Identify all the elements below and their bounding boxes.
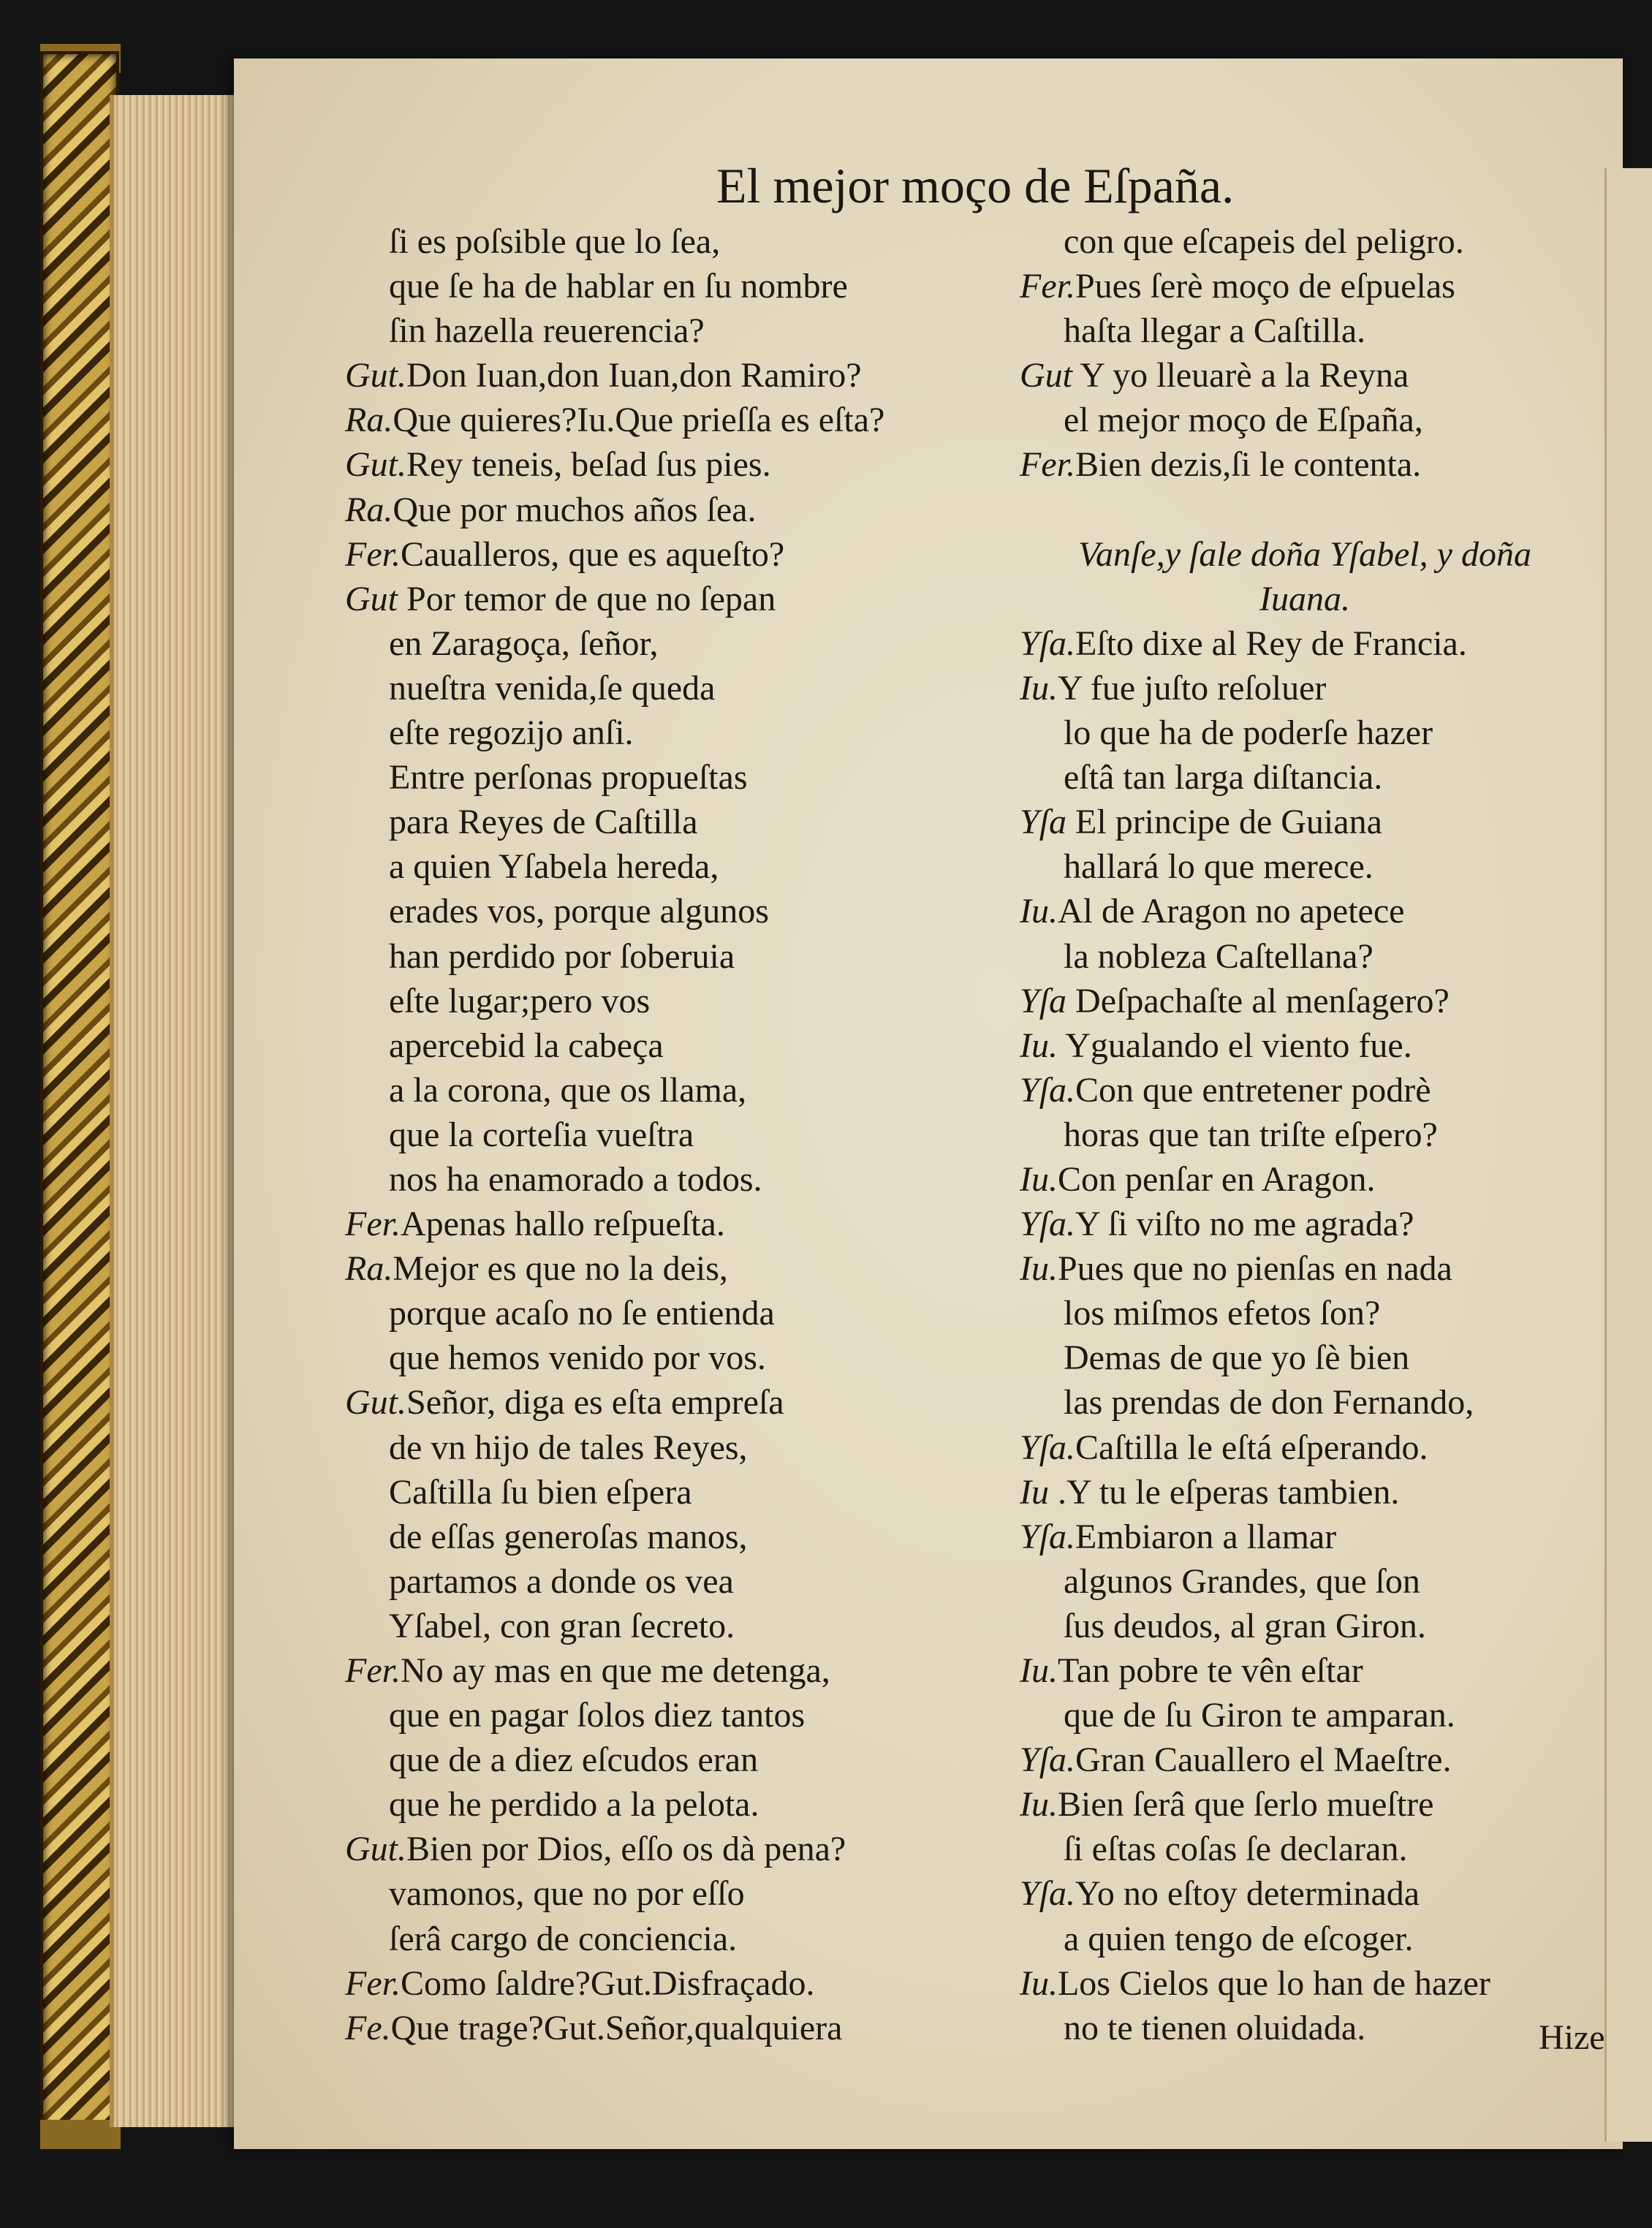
catchword: Hize <box>1539 2018 1605 2057</box>
verse-line <box>1020 1380 1590 1425</box>
verse-line <box>1020 1023 1590 1068</box>
speaker-label: Iu. <box>1020 1026 1058 1065</box>
verse-line <box>1020 666 1590 711</box>
verse-line <box>1020 1470 1590 1515</box>
verse-text: Gran Cauallero el Maeſtre. <box>1075 1740 1452 1780</box>
verse-line <box>1020 1604 1590 1648</box>
verse-line <box>1020 488 1590 532</box>
speaker-label: Yſa. <box>1020 1517 1076 1556</box>
speaker-label: Fer. <box>345 1963 401 2003</box>
verse-text: no te tienen oluidada. <box>1064 2008 1366 2047</box>
verse-line <box>1020 844 1590 889</box>
verse-text: Que trage?Gut.Señor,qualquiera <box>390 2008 843 2047</box>
verse-line <box>345 1380 988 1425</box>
speaker-label: Iu. <box>1020 892 1058 931</box>
right-column <box>1020 219 1590 2050</box>
verse-text: Yo no eſtoy determinada <box>1075 1874 1420 1914</box>
verse-text: en Zaragoça, ſeñor, <box>389 624 659 663</box>
verse-text: .Y tu le eſperas tambien. <box>1048 1472 1400 1512</box>
speaker-label: Fer. <box>1020 267 1075 306</box>
verse-text: Rey teneis, beſad ſus pies. <box>406 445 771 485</box>
verse-text: han perdido por ſoberuia <box>389 936 735 976</box>
verse-text: Iuana. <box>1259 579 1350 618</box>
verse-line <box>345 666 988 711</box>
speaker-label: Iu. <box>1020 1159 1058 1199</box>
speaker-label: Iu. <box>1020 1651 1058 1690</box>
verse-text: Demas de que yo ſè bien <box>1064 1338 1410 1378</box>
verse-text: haſta llegar a Caſtilla. <box>1064 311 1366 351</box>
verse-text: Que quieres?Iu.Que prieſſa es eſta? <box>393 401 885 440</box>
speaker-label: Fer. <box>1020 445 1075 485</box>
verse-text: Deſpachaſte al menſagero? <box>1066 981 1450 1020</box>
verse-text: Mejor es que no la deis, <box>393 1249 728 1289</box>
verse-text: eſtâ tan larga diſtancia. <box>1064 758 1383 797</box>
page-edges <box>110 95 253 2127</box>
verse-line <box>345 488 988 532</box>
verse-line <box>345 1738 988 1782</box>
verse-text: horas que tan triſte eſpero? <box>1064 1115 1438 1154</box>
verse-line <box>1020 442 1590 487</box>
verse-text: Apenas hallo reſpueſta. <box>400 1205 725 1244</box>
verse-line <box>345 1335 988 1380</box>
verse-text: Vanſe,y ſale doña Yſabel, y doña <box>1078 534 1531 574</box>
verse-text: ſi eſtas coſas ſe declaran. <box>1064 1830 1408 1869</box>
verse-line <box>345 353 988 398</box>
verse-line <box>345 1917 988 1961</box>
verse-text: Yſabel, con gran ſecreto. <box>389 1606 735 1645</box>
verse-line <box>345 398 988 442</box>
verse-text: Embiaron a llamar <box>1075 1517 1337 1556</box>
verse-text: hallará lo que merece. <box>1064 847 1373 887</box>
verse-text: ſus deudos, al gran Giron. <box>1064 1606 1426 1645</box>
verse-line <box>345 1246 988 1291</box>
verse-text: Caualleros, que es aqueſto? <box>400 534 785 574</box>
speaker-label: Iu. <box>1020 1963 1058 2003</box>
verse-line <box>1020 1068 1590 1113</box>
binding-corner-bottom <box>40 2120 121 2149</box>
verse-line <box>1020 1648 1590 1693</box>
verse-text: la nobleza Caſtellana? <box>1064 936 1373 976</box>
verse-line <box>1020 1113 1590 1157</box>
verse-line <box>1020 1871 1590 1916</box>
speaker-label: Gut <box>1020 356 1072 395</box>
verse-line <box>345 1515 988 1559</box>
verse-text: Y fue juſto reſoluer <box>1057 668 1327 708</box>
speaker-label: Yſa. <box>1020 1205 1076 1244</box>
verse-text: el mejor moço de Eſpaña, <box>1064 401 1423 440</box>
running-head: El mejor moço de Eſpaña. <box>716 158 1235 213</box>
verse-line <box>1020 308 1590 353</box>
verse-text: eſte lugar;pero vos <box>389 981 651 1020</box>
verse-line <box>345 1827 988 1871</box>
verse-line <box>345 934 988 979</box>
verse-line <box>1020 755 1590 800</box>
verse-text: Bien por Dios, eſſo os dà pena? <box>406 1830 846 1869</box>
verse-line <box>345 755 988 800</box>
speaker-label: Yſa. <box>1020 1428 1076 1467</box>
verse-line <box>345 1470 988 1515</box>
verse-text: Don Iuan,don Iuan,don Ramiro? <box>406 356 862 395</box>
verse-line <box>345 844 988 889</box>
speaker-label: Gut. <box>345 1830 406 1869</box>
verse-line <box>1020 1425 1590 1470</box>
verse-line <box>345 1559 988 1604</box>
verse-line <box>1020 1693 1590 1738</box>
verse-text: Al de Aragon no apetece <box>1057 892 1405 931</box>
verse-line <box>345 1023 988 1068</box>
verse-text: Con penſar en Aragon. <box>1057 1159 1376 1199</box>
speaker-label: Iu. <box>1020 1785 1058 1825</box>
verse-line <box>1020 264 1590 308</box>
verse-line <box>345 264 988 308</box>
verse-line <box>345 1202 988 1246</box>
verse-line <box>345 577 988 621</box>
verse-line <box>1020 1559 1590 1604</box>
verse-text: ſerâ cargo de conciencia. <box>389 1919 738 1958</box>
verse-line <box>345 1693 988 1738</box>
verse-text: nueſtra venida,ſe queda <box>389 668 716 708</box>
verse-text: que ſe ha de hablar en ſu nombre <box>389 267 848 306</box>
verse-text: las prendas de don Fernando, <box>1064 1383 1474 1422</box>
verse-text: El principe de Guiana <box>1066 803 1382 842</box>
verse-line <box>1020 800 1590 844</box>
speaker-label: Gut. <box>345 445 406 485</box>
speaker-label: Yſa <box>1020 803 1067 842</box>
verse-line <box>1020 1917 1590 1961</box>
verse-line <box>1020 1738 1590 1782</box>
verse-line <box>345 979 988 1023</box>
verse-text: Por temor de que no ſepan <box>398 579 776 618</box>
verse-text: eſte regozijo anſi. <box>389 713 634 753</box>
verse-text: ſi es poſsible que lo ſea, <box>389 222 721 261</box>
verse-text: porque acaſo no ſe entienda <box>389 1294 775 1333</box>
verse-line <box>1020 979 1590 1023</box>
speaker-label: Yſa <box>1020 981 1067 1020</box>
verse-text: algunos Grandes, que ſon <box>1064 1561 1420 1601</box>
speaker-label: Gut <box>345 579 398 618</box>
verse-text: Con que entretener podrè <box>1075 1070 1431 1110</box>
verse-text: ſin hazella reuerencia? <box>389 311 705 351</box>
verse-line <box>345 1648 988 1693</box>
verse-line <box>345 1068 988 1113</box>
verse-text: Que por muchos años ſea. <box>393 490 757 529</box>
verse-text: Y yo lleuarè a la Reyna <box>1072 356 1409 395</box>
verse-text: Como ſaldre?Gut.Disfraçado. <box>400 1963 815 2003</box>
verse-text: Bien ſerâ que ſerlo mueſtre <box>1057 1785 1434 1825</box>
verse-line <box>1020 1961 1590 2006</box>
verse-text: de eſſas generoſas manos, <box>389 1517 748 1556</box>
verse-line <box>1020 219 1590 264</box>
speaker-label: Gut. <box>345 356 406 395</box>
speaker-label: Iu. <box>1020 1249 1058 1289</box>
facing-page-fragment <box>1604 168 1652 2142</box>
verse-text: que en pagar ſolos diez tantos <box>389 1696 806 1735</box>
verse-line <box>345 2006 988 2050</box>
verse-text: No ay mas en que me detenga, <box>400 1651 830 1690</box>
speaker-label: Yſa. <box>1020 1070 1076 1110</box>
speaker-label: Fe. <box>345 2008 391 2047</box>
verse-line <box>345 1961 988 2006</box>
verse-text: a quien tengo de eſcoger. <box>1064 1919 1414 1958</box>
verse-text: que de ſu Giron te amparan. <box>1064 1696 1455 1735</box>
verse-line <box>1020 1515 1590 1559</box>
speaker-label: Iu. <box>1020 668 1058 708</box>
verse-line <box>345 1871 988 1916</box>
verse-line <box>345 219 988 264</box>
verse-line <box>1020 1202 1590 1246</box>
verse-text: Señor, diga es eſta empreſa <box>406 1383 784 1422</box>
speaker-label: Ra. <box>345 401 393 440</box>
stage-direction <box>1020 577 1590 621</box>
verse-line <box>345 800 988 844</box>
speaker-label: Ra. <box>345 490 393 529</box>
verse-line <box>1020 621 1590 666</box>
verse-line <box>1020 1157 1590 1202</box>
verse-line <box>1020 711 1590 755</box>
verse-text: con que eſcapeis del peligro. <box>1064 222 1464 261</box>
verse-line <box>345 1157 988 1202</box>
verse-line <box>345 711 988 755</box>
verse-text: Caſtilla ſu bien eſpera <box>389 1472 692 1512</box>
speaker-label: Ra. <box>345 1249 393 1289</box>
verse-line <box>345 621 988 666</box>
verse-text: que he perdido a la pelota. <box>389 1785 759 1825</box>
verse-line <box>345 442 988 487</box>
verse-line <box>345 1604 988 1648</box>
verse-line <box>345 1782 988 1827</box>
verse-text: partamos a donde os vea <box>389 1561 734 1601</box>
verse-line <box>345 889 988 933</box>
verse-line <box>1020 2006 1590 2050</box>
verse-line <box>345 1113 988 1157</box>
speaker-label: Yſa. <box>1020 624 1076 663</box>
verse-text: Entre perſonas propueſtas <box>389 758 748 797</box>
speaker-label: Gut. <box>345 1383 406 1422</box>
verse-line <box>1020 1782 1590 1827</box>
verse-text: Pues que no pienſas en nada <box>1057 1249 1452 1289</box>
left-column <box>345 219 988 2050</box>
verse-line <box>1020 1246 1590 1291</box>
verse-text: Ygualando el viento fue. <box>1057 1026 1412 1065</box>
speaker-label: Yſa. <box>1020 1740 1076 1780</box>
verse-text: Y ſi viſto no me agrada? <box>1075 1205 1414 1244</box>
verse-text: vamonos, que no por eſſo <box>389 1874 745 1914</box>
verse-text: a la corona, que os llama, <box>389 1070 747 1110</box>
verse-line <box>345 1425 988 1470</box>
verse-text: Tan pobre te vên eſtar <box>1057 1651 1363 1690</box>
verse-text: erades vos, porque algunos <box>389 892 769 931</box>
speaker-label: Fer. <box>345 1205 401 1244</box>
verse-line <box>345 308 988 353</box>
stage-direction <box>1020 532 1590 577</box>
verse-text: que la corteſia vueſtra <box>389 1115 694 1154</box>
speaker-label: Iu <box>1020 1472 1049 1512</box>
verse-text: que de a diez eſcudos eran <box>389 1740 759 1780</box>
verse-text: lo que ha de poderſe hazer <box>1064 713 1433 753</box>
verse-text: Pues ſerè moço de eſpuelas <box>1075 267 1455 306</box>
verse-text: Bien dezis,ſi le contenta. <box>1075 445 1422 485</box>
verse-text: nos ha enamorado a todos. <box>389 1159 762 1199</box>
verse-line <box>345 1291 988 1335</box>
verse-text: a quien Yſabela hereda, <box>389 847 719 887</box>
speaker-label: Fer. <box>345 1651 401 1690</box>
verse-line <box>1020 1291 1590 1335</box>
verse-line <box>345 532 988 577</box>
verse-line <box>1020 934 1590 979</box>
verse-text: Eſto dixe al Rey de Francia. <box>1075 624 1467 663</box>
speaker-label: Yſa. <box>1020 1874 1076 1914</box>
verse-line <box>1020 1335 1590 1380</box>
verse-text: que hemos venido por vos. <box>389 1338 766 1378</box>
speaker-label: Fer. <box>345 534 401 574</box>
verse-line <box>1020 353 1590 398</box>
verse-text: Caſtilla le eſtá eſperando. <box>1075 1428 1428 1467</box>
gilt-binding-edge <box>40 51 119 2148</box>
verse-text: los miſmos efetos ſon? <box>1064 1294 1381 1333</box>
verse-text: de vn hijo de tales Reyes, <box>389 1428 748 1467</box>
verse-text: Los Cielos que lo han de hazer <box>1057 1963 1490 2003</box>
verse-line <box>1020 398 1590 442</box>
verse-text: apercebid la cabeça <box>389 1026 664 1065</box>
verse-line <box>1020 889 1590 933</box>
verse-text: para Reyes de Caſtilla <box>389 803 698 842</box>
verse-line <box>1020 1827 1590 1871</box>
